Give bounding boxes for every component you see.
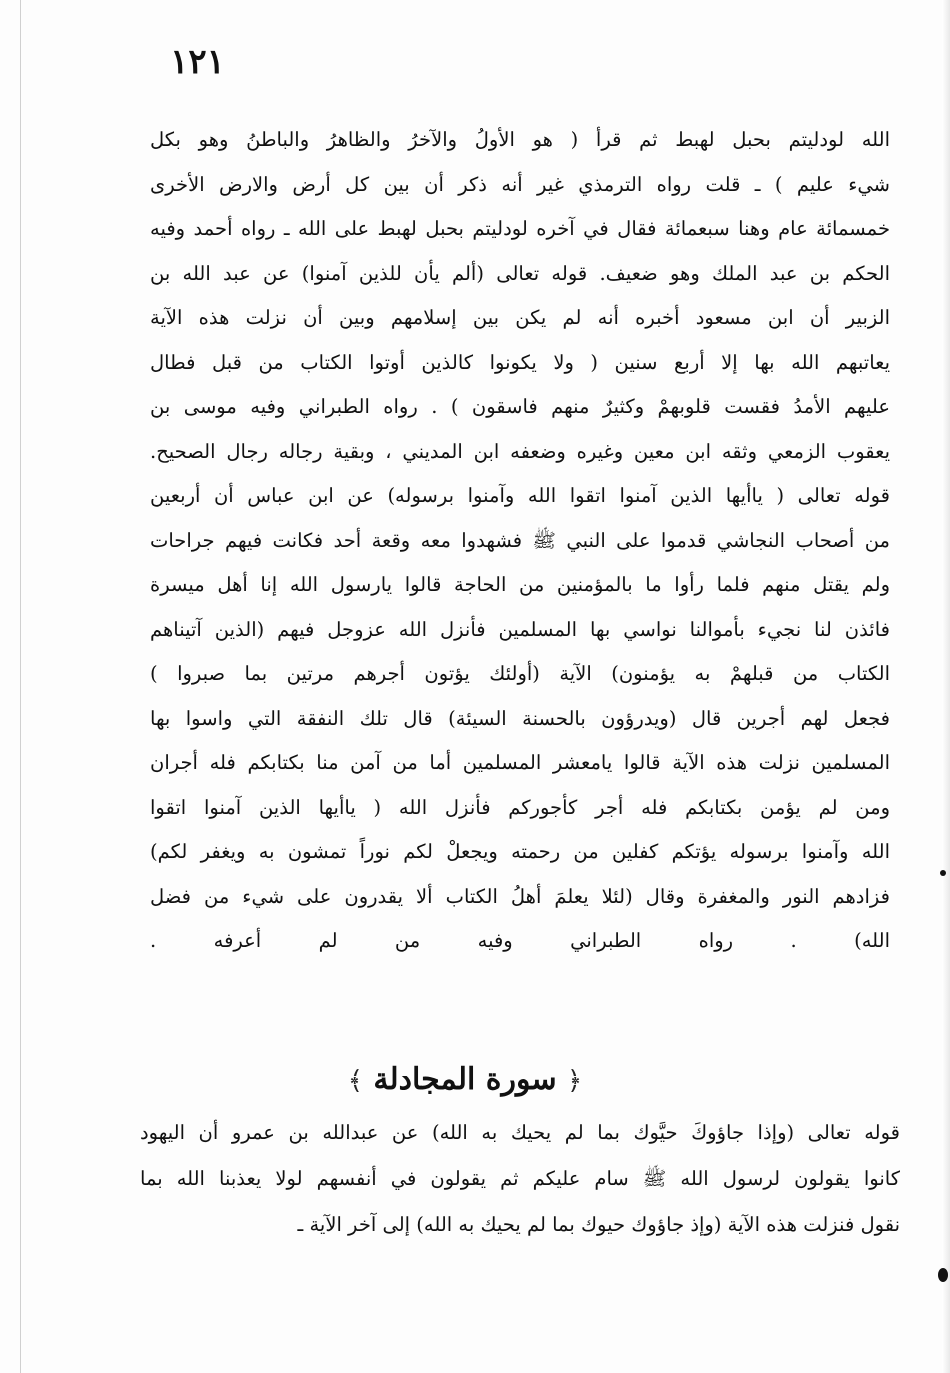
page-number: ١٢١	[170, 42, 225, 82]
scan-edge-shadow	[942, 0, 950, 1373]
heading-ornament-right: ﴿	[567, 1066, 583, 1096]
text-line: من أصحاب النجاشي قدموا على النبي ﷺ فشهدوا معه وقعة أحد فكانت فيهم جراحات	[150, 528, 890, 552]
text-line: خمسمائة عام وهنا سبعمائة فقال في آخره لودليتم بحبل لهبط على الله ـ رواه أحمد وفيه	[150, 217, 890, 240]
text-line: قوله تعالى (وإذا جاؤوكَ حيَّوك بما لم يحيك به الله) عن عبدالله بن عمرو أن اليهود	[140, 1121, 900, 1144]
text-line: كانوا يقولون لرسول الله ﷺ سام عليكم ثم يقولون في أنفسهم لولا يعذبنا الله بما	[140, 1167, 900, 1190]
text-line: الله) . رواه الطبراني وفيه من لم أعرفه .	[150, 929, 890, 952]
scan-dot-mark	[938, 1268, 948, 1282]
text-line: يعقوب الزمعي وثقه ابن معين وغيره وضعفه ابن المديني ، وبقية رجاله رجال الصحيح.	[150, 439, 890, 463]
text-line: ولم يقتل منهم فلما رأوا ما بالمؤمنين من الحاجة قالوا يارسول الله إنا أهل ميسرة	[150, 573, 890, 596]
text-line: المسلمين نزلت هذه الآية قالوا يامعشر المسلمين أما من آمن منا بكتابكم فله أجران	[150, 751, 890, 774]
text-line: عليهم الأمدُ فقست قلوبهمْ وكثيرٌ منهم فاسقون ) . رواه الطبراني وفيه موسى بن	[150, 395, 890, 418]
text-line: الحكم بن عبد الملك وهو ضعيف. قوله تعالى (ألم يأن للذين آمنوا) عن عبد الله بن	[150, 261, 890, 285]
scan-dot-mark	[940, 870, 946, 876]
heading-ornament-left: ﴾	[347, 1066, 363, 1096]
text-line: الزبير أن ابن مسعود أخبره أنه لم يكن بين إسلامهم وبين أن نزلت هذه الآية	[150, 306, 890, 329]
text-line: فجعل لهم أجرين قال (ويدرؤون بالحسنة السيئة) قال تلك النفقة التي واسوا بها	[150, 706, 890, 730]
section-text-block	[140, 1110, 900, 1248]
text-line: الله وآمنوا برسوله يؤتكم كفلين من رحمته ويجعلْ لكم نوراً تمشون به ويغفر لكم)	[150, 840, 890, 863]
text-line: الكتاب من قبلهمْ به يؤمنون) الآية (أولئك يؤتون أجرهم مرتين بما صبروا )	[150, 662, 890, 685]
left-gutter-line	[20, 0, 21, 1373]
text-line: الله لودليتم بحبل لهبط ثم قرأ ( هو الأولُ والآخرُ والظاهرُ والباطنُ وهو بكل	[150, 128, 890, 151]
text-line: نقول فنزلت هذه الآية (وإذ جاؤوك حيوك بما لم يحيك به الله) إلى آخر الآية ـ	[297, 1213, 900, 1236]
main-text-block	[150, 118, 890, 964]
surah-heading	[345, 1052, 585, 1108]
text-line: ومن لم يؤمن بكتابكم فله أجر كأجوركم فأنزل الله ( ياأيها الذين آمنوا اتقوا	[150, 795, 890, 819]
text-line: قوله تعالى ( ياأيها الذين آمنوا اتقوا الله وآمنوا برسوله) عن ابن عباس أن أربعين	[150, 484, 890, 507]
text-line: شيء عليم ) ـ قلت رواه الترمذي غير أنه ذكر أن بين كل أرض والارض الأخرى	[150, 172, 890, 196]
text-line: فزادهم النور والمغفرة وقال (لئلا يعلمَ أهلُ الكتاب ألا يقدرون على شيء من فضل	[150, 884, 890, 908]
text-line: فائذن لنا نجيء بأموالنا نواسي بها المسلمين فأنزل الله عزوجل فيهم (الذين آتيناهم	[150, 617, 890, 641]
surah-title: سورة المجادلة	[373, 1062, 557, 1097]
text-line: يعاتبهم الله بها إلا أربع سنين ( ولا يكونوا كالذين أوتوا الكتاب من قبل فطال	[150, 350, 890, 374]
